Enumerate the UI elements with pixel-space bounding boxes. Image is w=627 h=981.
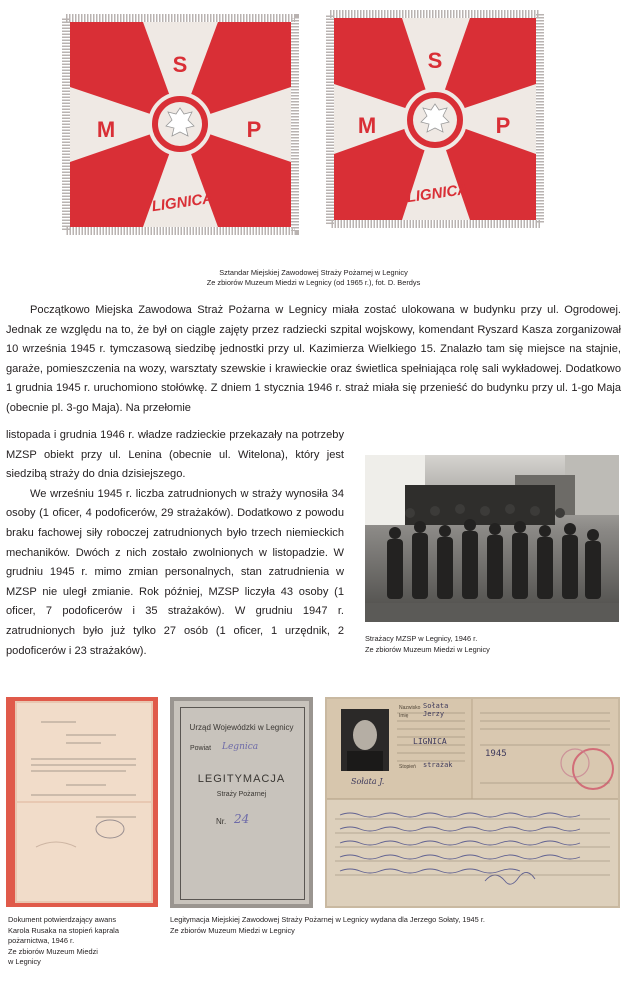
photo-caption-line1: Strażacy MZSP w Legnicy, 1946 r. [365, 634, 478, 643]
banner-city: LIGNICA [150, 189, 215, 216]
promotion-caption-line3: pożarnictwa, 1946 r. [8, 936, 75, 945]
paragraph-1-text: Początkowo Miejska Zawodowa Straż Pożarna w Legnicy miała zostać ulokowana w budynku przy ul. Ogrodowej. Jednak ze względu na to, że był on ciągle zajęty przez radziecki szpital wojskowy, komendant Ryszard Kasza zorganizował 10 września 1945 r. tymczasową siedzibę jednostki przy ul. Kazimierza Wielkiego 15. Znalazło tam się miejsce na stajnie, garaże, pomieszczenia na wozy, warsztaty szewskie i krawieckie oraz świetlica spełniająca rolę sali wykładowej. Dodatkowo 1 grudnia 1945 r. uruchomiono stołówkę. Z dniem 1 stycznia 1946 r. straż miała się przenieść do budynku przy ul. 1-go Maja (obecnie pl. 3-go Maja). Na przełomie [6, 304, 621, 414]
banner-back-letter-p: P [495, 113, 511, 138]
firefighters-photo [365, 455, 619, 622]
id-card-title: LEGITYMACJA [197, 773, 286, 785]
paragraph-1-continued: listopada i grudnia 1946 r. władze radzieckie przekazały na potrzeby MZSP obiekt przy ul. Lenina (obecnie ul. Witelona), który jest siedzibą straży do dnia dzisiejszego. [6, 429, 344, 481]
promotion-caption-line2: Karola Rusaka na stopień kaprala [8, 925, 119, 935]
id-card-cover [170, 697, 313, 908]
id-year: 1945 [485, 749, 507, 759]
id-card-powiat-label: Powiat [190, 745, 212, 752]
photo-caption-line2: Ze zbiorów Muzeum Miedzi w Legnicy [365, 645, 490, 654]
banner-letter-s: S [172, 52, 188, 77]
paragraph-column [6, 426, 344, 661]
banner-caption [120, 268, 507, 288]
paragraph-1 [6, 301, 621, 419]
banner-front [58, 12, 303, 237]
id-name: Jerzy [423, 710, 445, 718]
promotion-document [6, 697, 158, 907]
id-rank: strażak [423, 761, 453, 769]
promotion-caption-line4: Ze zbiorów Muzeum Miedzi [8, 946, 98, 956]
banner-back-letter-s: S [427, 48, 443, 73]
promotion-document-caption [8, 915, 168, 968]
id-surname: Sołata [423, 702, 449, 710]
promotion-caption-line1: Dokument potwierdzający awans [8, 915, 117, 924]
banner-letter-m: M [96, 117, 116, 142]
banner-letter-p: P [246, 117, 262, 142]
id-card-powiat-value: Legnica [222, 742, 259, 752]
id-place: LIGNICA [413, 737, 447, 746]
banner-back [322, 8, 548, 230]
id-name-label: Imię [399, 713, 409, 719]
banner-caption-line2: Ze zbiorów Muzeum Miedzi w Legnicy (od 1965 r.), fot. D. Berdys [206, 278, 421, 287]
id-card-subtitle: Straży Pożarnej [216, 791, 267, 798]
id-card-caption-line2: Ze zbiorów Muzeum Miedzi w Legnicy [170, 925, 295, 935]
id-card-caption [170, 915, 620, 936]
id-card-caption-line1: Legitymacja Miejskiej Zawodowej Straży Pożarnej w Legnicy wydana dla Jerzego Sołaty, 1945 r. [170, 915, 485, 924]
id-card-interior [325, 697, 620, 908]
id-signature: Sołata J. [351, 777, 385, 786]
promotion-caption-line5: w Legnicy [8, 957, 41, 966]
photo-caption [365, 633, 619, 655]
banner-caption-line1: Sztandar Miejskiej Zawodowej Straży Pożarnej w Legnicy [219, 268, 408, 277]
banner-back-city: LIGNICA [405, 180, 470, 207]
id-rank-label: Stopień [399, 764, 416, 770]
id-card-nr-value: 24 [234, 812, 250, 826]
banner-back-letter-m: M [357, 113, 377, 138]
id-surname-label: Nazwisko [399, 705, 421, 711]
id-card-nr-label: Nr. [216, 817, 227, 826]
paragraph-2-text: We wrześniu 1945 r. liczba zatrudnionych w straży wynosiła 34 osoby (1 oficer, 4 podoficerów, 29 strażaków). Dodatkowo z powodu braku fachowej siły roboczej zatrudnionych było trzech niemieckich mechaników. Dwóch z nich zostało zwolnionych w listopadzie. W grudniu 1945 r. mimo zmian personalnych, stan zatrudnienia w MZSP nie uległ zmianie. Rok później, MZSP liczyła 43 osoby (1 oficer, 7 podoficerów i 35 strażaków). W grudniu 1947 r. zatrudnionych było już tylko 27 osób (1 oficer, 1 urzędnik, 2 podoficerów i 23 strażaków). [6, 487, 344, 657]
id-card-header: Urząd Wojewódzki w Legnicy [189, 723, 294, 732]
